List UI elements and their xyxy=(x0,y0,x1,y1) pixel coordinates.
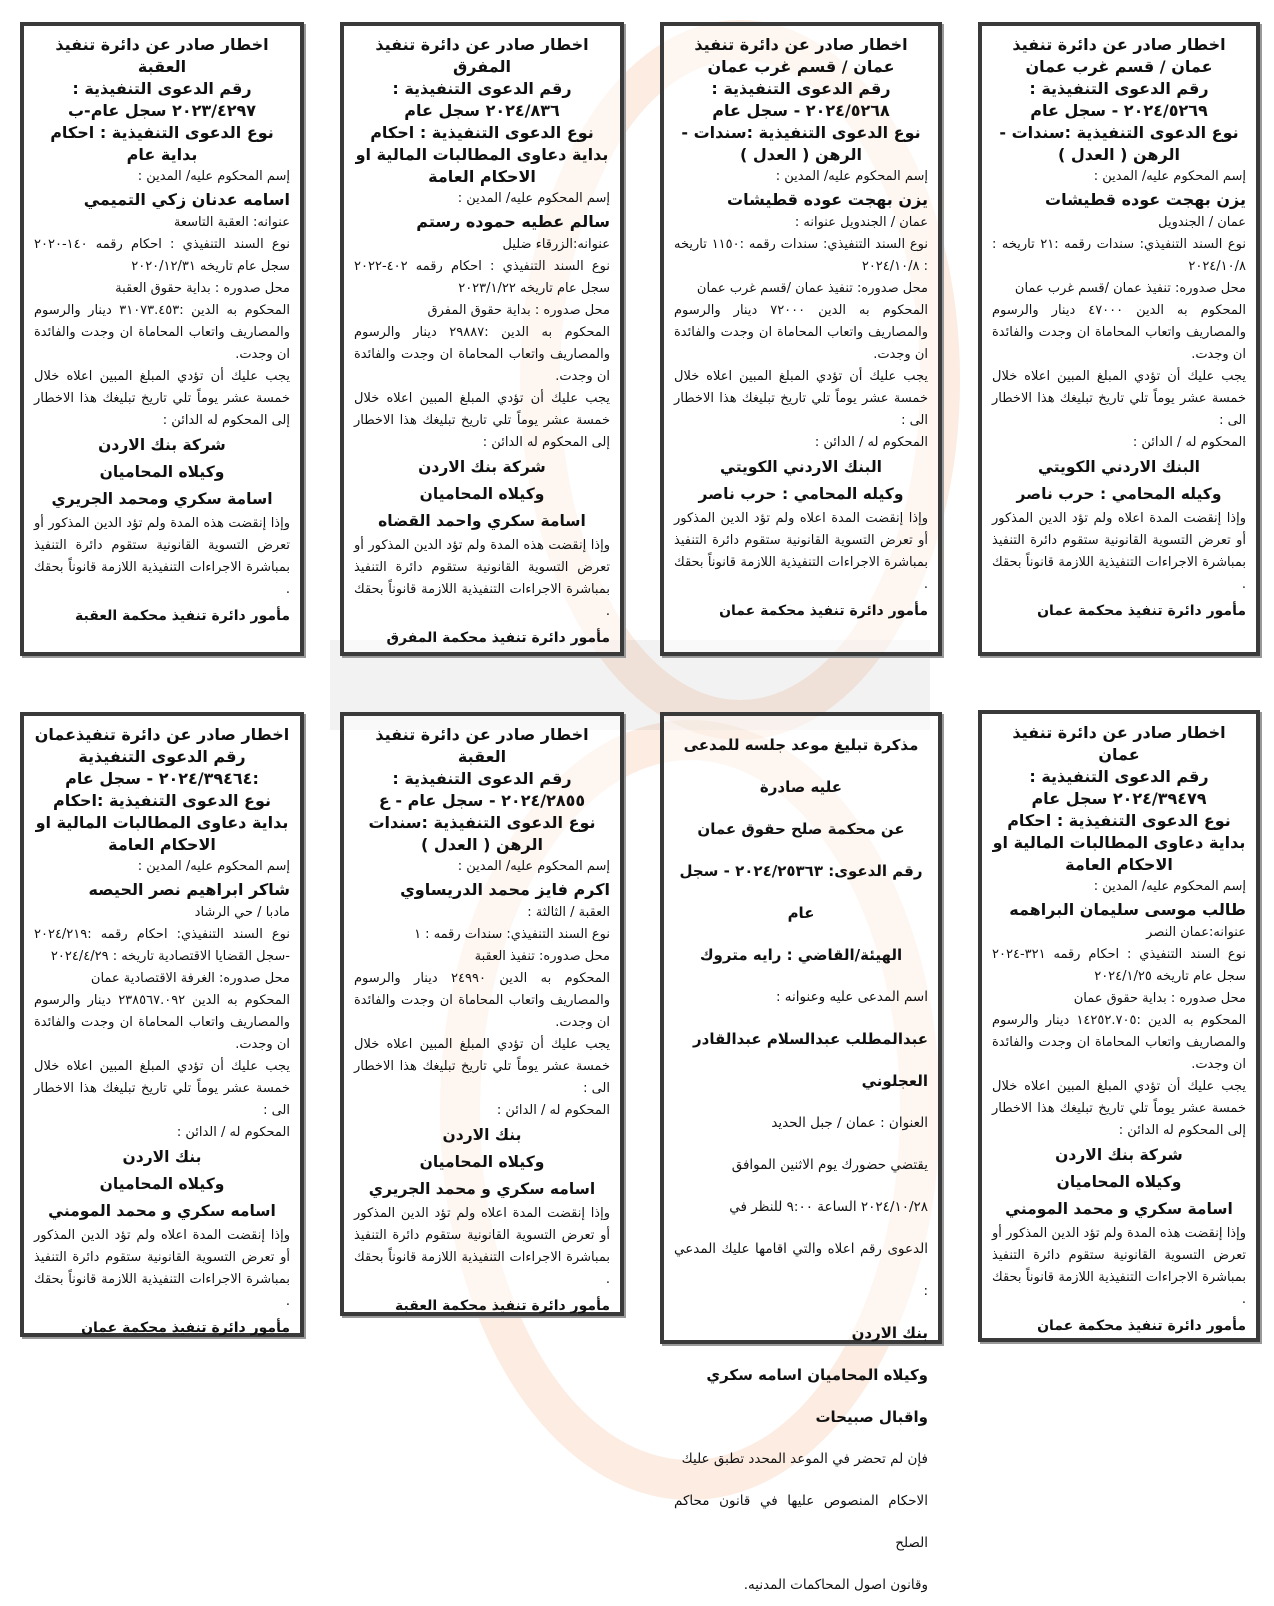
creditor-line: شركة بنك الاردن xyxy=(1055,1146,1183,1164)
notice-heading: رقم الدعوى التنفيذية : ٢٠٢٣/٤٢٩٧ سجل عام-ب xyxy=(67,79,257,120)
notice-text: العنوان : عمان / جبل الحديد xyxy=(771,1115,928,1131)
notice-heading: نوع الدعوى التنفيذية :احكام بداية دعاوى المطالبات المالية او الاحكام العامة xyxy=(35,791,289,854)
notice-heading: عن محكمة صلح حقوق عمان xyxy=(697,820,905,838)
legal-notice xyxy=(20,712,304,1337)
notice-heading: نوع الدعوى التنفيذية :سندات الرهن ( العدل ) xyxy=(368,813,596,854)
notice-heading: نوع الدعوى التنفيذية :سندات - الرهن ( العدل ) xyxy=(999,123,1239,164)
legal-notice xyxy=(978,22,1260,656)
notice-text: عمان / الجندويل عنوانه : xyxy=(794,215,928,230)
notice-heading: اخطار صادر عن دائرة تنفيذ العقبة xyxy=(55,35,269,76)
notice-heading: رقم الدعوى التنفيذية : ٢٠٢٤/٥٢٦٩ - سجل عام xyxy=(1029,79,1209,120)
creditor-line: وكيلاه المحاميان xyxy=(99,1175,225,1193)
debtor-name: يزن بهجت عوده قطيشات xyxy=(1045,190,1246,209)
notice-text: نوع السند التنفيذي : احكام رقمه ١٤٠-٢٠٢٠ سجل عام تاريخه ٢٠٢٠/١٢/٣١ xyxy=(34,237,290,274)
creditor-line: وكيله المحامي : حرب ناصر xyxy=(698,485,904,503)
notice-text: محل صدوره: تنفيذ عمان /قسم غرب عمان xyxy=(1014,281,1246,296)
notice-text: المحكوم به الدين ٧٢٠٠٠ دينار والرسوم والمصاريف واتعاب المحاماة ان وجدت والفائدة ان وجدت. xyxy=(674,303,929,362)
debtor-name: شاكر ابراهيم نصر الحيصه xyxy=(88,880,290,899)
notice-text: نوع السند التنفيذي : احكام رقمه ٣٢١-٢٠٢٤ سجل عام تاريخه ٢٠٢٤/١/٢٥ xyxy=(992,947,1246,984)
creditor-line: شركة بنك الاردن xyxy=(418,458,546,476)
notice-text: يجب عليك أن تؤدي المبلغ المبين اعلاه خلال خمسة عشر يوماً تلي تاريخ تبليغك هذا الاخطار الى : xyxy=(674,369,928,428)
notice-text: يجب عليك أن تؤدي المبلغ المبين اعلاه خلال خمسة عشر يوماً تلي تاريخ تبليغك هذا الاخطار الى : xyxy=(354,1037,610,1096)
creditor-line: شركة بنك الاردن xyxy=(98,436,226,454)
notice-heading: رقم الدعوى التنفيذية : ٢٠٢٤/٥٢٦٨ - سجل عام xyxy=(711,79,891,120)
notice-text: نوع السند التنفيذي: احكام رقمه :٢٠٢٤/٢١٩ -سجل القضايا الاقتصادية تاريخه : ٢٠٢٤/٤/٢٩ xyxy=(34,927,290,964)
notice-text: وإذا إنقضت المدة اعلاه ولم تؤد الدين المذكور أو تعرض التسوية القانونية ستقوم دائرة التنفيذ بمباشرة الاجراءات التنفيذية اللازمة قانوناً بحقك . xyxy=(674,511,928,592)
notice-text: المحكوم به الدين ٤٧٠٠٠ دينار والرسوم والمصاريف واتعاب المحاماة ان وجدت والفائدة ان وجدت. xyxy=(992,303,1247,362)
notice-text: نوع السند التنفيذي : احكام رقمه ٤٠٢-٢٠٢٢ سجل عام تاريخه ٢٠٢٣/١/٢٢ xyxy=(354,259,610,296)
notice-text: يجب عليك أن تؤدي المبلغ المبين اعلاه خلال خمسة عشر يوماً تلي تاريخ تبليغك هذا الاخطار إلى المحكوم له الدائن : xyxy=(354,391,610,450)
legal-notice xyxy=(340,712,624,1316)
notice-text: محل صدوره: تنفيذ العقبة xyxy=(474,949,610,964)
creditor-line: وكيلاه المحاميان xyxy=(419,1153,545,1171)
debtor-name: طالب موسى سليمان البراهمه xyxy=(1009,900,1246,919)
notice-text: يقتضي حضورك يوم الاثنين الموافق xyxy=(731,1157,928,1173)
notice-signature: مأمور دائرة تنفيذ محكمة عمان xyxy=(719,603,928,619)
notice-text: المحكوم به الدين :٣١٠٧٣.٤٥٣ دينار والرسوم والمصاريف واتعاب المحاماة ان وجدت والفائدة ان وجدت. xyxy=(34,303,291,362)
notice-heading: الهيئة/القاضي : رايه متروك xyxy=(699,946,903,964)
notice-heading: رقم الدعوى التنفيذية : ٢٠٢٤/٣٩٤٧٩ سجل عام xyxy=(1029,767,1209,808)
notice-text: فإن لم تحضر في الموعد المحدد تطبق عليك xyxy=(681,1451,928,1467)
notice-heading: نوع الدعوى التنفيذية : احكام بداية دعاوى المطالبات المالية او الاحكام العامة xyxy=(992,811,1246,874)
notice-heading: اخطار صادر عن دائرة تنفيذ المفرق xyxy=(375,35,589,76)
notice-text: عنوانه:عمان النصر xyxy=(1146,925,1246,940)
notice-text: محل صدوره : بداية حقوق المفرق xyxy=(427,303,610,318)
notice-text: مادبا / حي الرشاد xyxy=(194,905,290,920)
notice-heading: رقم الدعوى التنفيذية : ٢٠٢٤/٢٨٥٥ - سجل عام - ع xyxy=(378,769,586,810)
notice-text: عنوانه: العقبة التاسعة xyxy=(173,215,290,230)
notice-text: إسم المحكوم عليه/ المدين : xyxy=(457,191,610,206)
notice-text: المحكوم به الدين :٢٩٨٨٧ دينار والرسوم والمصاريف واتعاب المحاماة ان وجدت والفائدة ان وجدت. xyxy=(354,325,611,384)
notice-text: يجب عليك أن تؤدي المبلغ المبين اعلاه خلال خمسة عشر يوماً تلي تاريخ تبليغك هذا الاخطار إلى المحكوم له الدائن : xyxy=(992,1079,1246,1138)
notice-signature: مأمور دائرة تنفيذ محكمة العقبة xyxy=(394,1298,610,1314)
creditor-line: وكيله المحامي : حرب ناصر xyxy=(1016,485,1222,503)
notice-text: المحكوم له / الدائن : xyxy=(176,1125,290,1140)
creditor-line: البنك الاردني الكويتي xyxy=(720,458,882,476)
notice-text: الاحكام المنصوص عليها في قانون محاكم الصلح xyxy=(674,1493,928,1551)
notice-text: محل صدوره : بداية حقوق العقبة xyxy=(115,281,290,296)
debtor-name: سالم عطيه حموده رستم xyxy=(416,212,610,231)
legal-notice xyxy=(978,710,1260,1342)
notice-text: وإذا إنقضت المدة اعلاه ولم تؤد الدين المذكور أو تعرض التسوية القانونية ستقوم دائرة التنفيذ بمباشرة الاجراءات التنفيذية اللازمة قانوناً بحقك . xyxy=(34,1228,290,1309)
notice-heading: اخطار صادر عن دائرة تنفيذ العقبة xyxy=(375,725,589,766)
notice-text: نوع السند التنفيذي: سندات رقمه :١١٥٠ تاريخه : ٢٠٢٤/١٠/٨ xyxy=(674,237,929,274)
notice-heading: اخطار صادر عن دائرة تنفيذ عمان xyxy=(1012,723,1226,764)
notice-text: عنوانه:الزرقاء ضليل xyxy=(502,237,610,252)
notice-heading: نوع الدعوى التنفيذية :سندات - الرهن ( العدل ) xyxy=(681,123,921,164)
notice-text: وإذا إنقضت هذه المدة ولم تؤد الدين المذكور أو تعرض التسوية القانونية ستقوم دائرة التنفيذ بمباشرة الاجراءات التنفيذية اللازمة قانوناً بحقك . xyxy=(992,1226,1246,1307)
notice-text: وقانون اصول المحاكمات المدنيه. xyxy=(743,1577,928,1593)
notice-text: الدعوى رقم اعلاه والتي اقامها عليك المدعي : xyxy=(674,1241,928,1299)
notice-text: ٢٠٢٤/١٠/٢٨ الساعة ٩:٠٠ للنظر في xyxy=(729,1199,928,1215)
notice-text: المحكوم به الدين ٢٤٩٩٠ دينار والرسوم والمصاريف واتعاب المحاماة ان وجدت والفائدة ان وجدت. xyxy=(354,971,610,1030)
creditor-line: وكيلاه المحاميان xyxy=(99,463,225,481)
notice-text: محل صدوره: الغرفة الاقتصادية عمان xyxy=(90,971,290,986)
notice-heading: نوع الدعوى التنفيذية : احكام بداية دعاوى المطالبات المالية او الاحكام العامة xyxy=(355,123,609,186)
notice-text: محل صدوره : بداية حقوق عمان xyxy=(1073,991,1246,1006)
notice-text: إسم المحكوم عليه/ المدين : xyxy=(1093,169,1246,184)
notice-heading: مذكرة تبليغ موعد جلسه للمدعى عليه صادرة xyxy=(683,736,919,796)
notice-text: نوع السند التنفيذي: سندات رقمه :٢١ تاريخه : ٢٠٢٤/١٠/٨ xyxy=(992,237,1246,274)
notice-signature: مأمور دائرة تنفيذ محكمة المفرق xyxy=(386,630,610,646)
notice-text: إسم المحكوم عليه/ المدين : xyxy=(1093,879,1246,894)
notice-text: وإذا إنقضت هذه المدة ولم تؤد الدين المذكور أو تعرض التسوية القانونية ستقوم دائرة التنفيذ بمباشرة الاجراءات التنفيذية اللازمة قانوناً بحقك . xyxy=(354,538,610,619)
creditor-line: بنك الاردن xyxy=(122,1148,202,1166)
notice-text: المحكوم به الدين :١٤٢٥٢.٧٠٥ دينار والرسوم والمصاريف واتعاب المحاماة ان وجدت والفائدة ان وجدت. xyxy=(992,1013,1247,1072)
notice-text: إسم المحكوم عليه/ المدين : xyxy=(457,859,610,874)
notice-signature: مأمور دائرة تنفيذ محكمة العقبة xyxy=(74,608,290,624)
creditor-line: اسامة سكري و محمد المومني xyxy=(1005,1200,1233,1218)
notice-heading: رقم الدعوى: ٢٠٢٤/٢٥٣٦٣ - سجل عام xyxy=(679,862,923,922)
notice-text: عمان / الجندويل xyxy=(1158,215,1246,230)
creditor-line: البنك الاردني الكويتي xyxy=(1038,458,1200,476)
notice-text: وإذا إنقضت هذه المدة ولم تؤد الدين المذكور أو تعرض التسوية القانونية ستقوم دائرة التنفيذ بمباشرة الاجراءات التنفيذية اللازمة قانوناً بحقك . xyxy=(34,516,290,597)
notice-signature: مأمور دائرة تنفيذ محكمة عمان xyxy=(81,1320,290,1336)
notice-signature: مأمور دائرة تنفيذ محكمة عمان xyxy=(1037,603,1246,619)
creditor-line: وكيلاه المحاميان xyxy=(1056,1173,1182,1191)
notice-heading: رقم الدعوى التنفيذية :٢٠٢٤/٣٩٤٦٤ - سجل عام xyxy=(65,747,259,788)
notice-text: العقبة / الثالثة : xyxy=(527,905,610,920)
notice-bold-line: بنك الاردن xyxy=(851,1324,928,1342)
notice-heading: اخطار صادر عن دائرة تنفيذ عمان / قسم غرب عمان xyxy=(1012,35,1226,76)
notice-text: وإذا إنقضت المدة اعلاه ولم تؤد الدين المذكور أو تعرض التسوية القانونية ستقوم دائرة التنفيذ بمباشرة الاجراءات التنفيذية اللازمة قانوناً بحقك . xyxy=(992,511,1246,592)
notice-bold-line: وكيلاه المحاميان اسامه سكري واقبال صبيحات xyxy=(706,1366,928,1426)
creditor-line: اسامه سكري و محمد المومني xyxy=(48,1202,276,1220)
notice-bold-line: عبدالمطلب عبدالسلام عبدالقادر العجلوني xyxy=(693,1030,928,1090)
notice-text: إسم المحكوم عليه/ المدين : xyxy=(137,169,290,184)
creditor-line: اسامة سكري ومحمد الجريري xyxy=(51,490,273,508)
notice-text: المحكوم له / الدائن : xyxy=(1132,435,1246,450)
notice-text: المحكوم له / الدائن : xyxy=(814,435,928,450)
debtor-name: اسامه عدنان زكي التميمي xyxy=(83,190,290,209)
session-notice xyxy=(660,712,942,1593)
notice-text: يجب عليك أن تؤدي المبلغ المبين اعلاه خلال خمسة عشر يوماً تلي تاريخ تبليغك هذا الاخطار إلى المحكوم له الدائن : xyxy=(34,369,290,428)
notice-text: اسم المدعى عليه وعنوانه : xyxy=(775,989,928,1005)
notice-text: وإذا إنقضت المدة اعلاه ولم تؤد الدين المذكور أو تعرض التسوية القانونية ستقوم دائرة التنفيذ بمباشرة الاجراءات التنفيذية اللازمة قانوناً بحقك . xyxy=(354,1206,610,1287)
creditor-line: اسامة سكري واحمد القضاه xyxy=(378,512,586,530)
notice-text: إسم المحكوم عليه/ المدين : xyxy=(775,169,928,184)
debtor-name: اكرم فايز محمد الدريساوي xyxy=(400,880,610,899)
notice-text: المحكوم به الدين ٢٣٨٥٦٧.٠٩٢ دينار والرسوم والمصاريف واتعاب المحاماة ان وجدت والفائدة ان وجدت. xyxy=(34,993,290,1052)
notice-text: المحكوم له / الدائن : xyxy=(496,1103,610,1118)
notice-heading: اخطار صادر عن دائرة تنفيذ عمان / قسم غرب عمان xyxy=(694,35,908,76)
notice-heading: رقم الدعوى التنفيذية : ٢٠٢٤/٨٣٦ سجل عام xyxy=(392,79,572,120)
debtor-name: يزن بهجت عوده قطيشات xyxy=(727,190,928,209)
creditor-line: بنك الاردن xyxy=(442,1126,522,1144)
legal-notice xyxy=(20,22,304,656)
creditor-line: وكيلاه المحاميان xyxy=(419,485,545,503)
notice-heading: نوع الدعوى التنفيذية : احكام بداية عام xyxy=(50,123,274,164)
notice-text: يجب عليك أن تؤدي المبلغ المبين اعلاه خلال خمسة عشر يوماً تلي تاريخ تبليغك هذا الاخطار الى : xyxy=(34,1059,290,1118)
notice-signature: مأمور دائرة تنفيذ محكمة عمان xyxy=(1037,1318,1246,1334)
notice-text: إسم المحكوم عليه/ المدين : xyxy=(137,859,290,874)
legal-notice xyxy=(660,22,942,656)
notice-text: محل صدوره: تنفيذ عمان /قسم غرب عمان xyxy=(696,281,928,296)
creditor-line: اسامه سكري و محمد الجريري xyxy=(368,1180,596,1198)
notice-text: نوع السند التنفيذي: سندات رقمه : ١ xyxy=(414,927,610,942)
legal-notice xyxy=(340,22,624,656)
notice-text: يجب عليك أن تؤدي المبلغ المبين اعلاه خلال خمسة عشر يوماً تلي تاريخ تبليغك هذا الاخطار الى : xyxy=(992,369,1246,428)
notice-heading: اخطار صادر عن دائرة تنفيذعمان xyxy=(34,725,290,744)
